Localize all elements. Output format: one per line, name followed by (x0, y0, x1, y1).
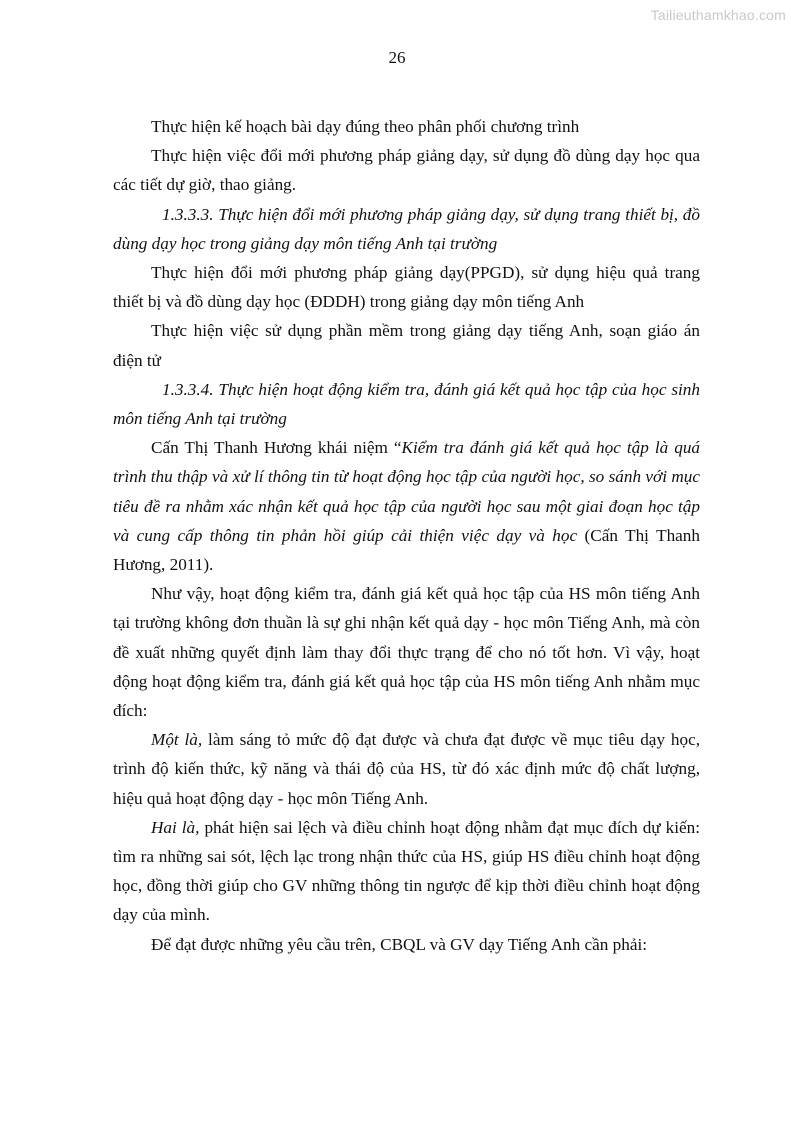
paragraph: Như vậy, hoạt động kiểm tra, đánh giá kết quả học tập của HS môn tiếng Anh tại trường không đơn thuần là sự ghi nhận kết quả dạy - học môn Tiếng Anh, mà còn đề xuất những quyết định làm thay đổi thực trạng để cho nó tốt hơn. Vì vậy, hoạt động hoạt động kiểm tra, đánh giá kết quả học tập của HS môn tiếng Anh nhằm mục đích: (113, 584, 700, 721)
definition-citation: (Cấn Thị Thanh Hương, 2011). (113, 525, 700, 575)
point-text: làm sáng tỏ mức độ đạt được và chưa đạt được về mục tiêu dạy học, trình độ kiến thức, kỹ năng và thái độ của HS, từ đó xác định mức độ chất lượng, hiệu quả hoạt động dạy - học môn Tiếng Anh. (113, 730, 700, 808)
point-lead: Một là, (151, 730, 203, 750)
paragraph: Thực hiện việc sử dụng phần mềm trong giảng dạy tiếng Anh, soạn giáo án điện tử (113, 321, 700, 370)
paragraph-point-one (113, 725, 700, 813)
paragraph: Thực hiện việc đổi mới phương pháp giảng dạy, sử dụng đồ dùng dạy học qua các tiết dự giờ, thao giảng. (113, 146, 700, 195)
paragraph-definition (113, 433, 700, 579)
paragraph: Thực hiện kế hoạch bài dạy đúng theo phân phối chương trình (151, 117, 580, 136)
paragraph: Để đạt được những yêu cầu trên, CBQL và GV dạy Tiếng Anh cần phải: (151, 934, 647, 954)
section-heading: 1.3.3.4. Thực hiện hoạt động kiểm tra, đánh giá kết quả học tập của học sinh môn tiếng Anh tại trường (113, 379, 700, 429)
point-text: phát hiện sai lệch và điều chỉnh hoạt động nhằm đạt mục đích dự kiến: tìm ra những sai sót, lệch lạc trong nhận thức của HS, giúp HS điều chỉnh hoạt động học, đồng thời giúp cho GV những thông tin ngược để kịp thời điều chỉnh hoạt động dạy của mình. (113, 817, 700, 925)
paragraph-point-two (113, 813, 700, 930)
definition-intro: Cấn Thị Thanh Hương khái niệm “ (151, 438, 402, 458)
document-body (113, 112, 700, 959)
definition-quote: Kiểm tra đánh giá kết quả học tập là quá trình thu thập và xử lí thông tin từ hoạt động học tập của người học, so sánh với mục tiêu đề ra nhằm xác nhận kết quả học tập của người học sau một giai đoạn học tập và cung cấp thông tin phản hồi giúp cải thiện việc dạy và học (113, 438, 701, 545)
watermark: Tailieuthamkhao.com (650, 7, 786, 23)
paragraph: Thực hiện đổi mới phương pháp giảng dạy(PPGD), sử dụng hiệu quả trang thiết bị và đồ dùng dạy học (ĐDDH) trong giảng dạy môn tiếng Anh (113, 263, 700, 312)
page-number: 26 (388, 48, 406, 67)
section-heading: 1.3.3.3. Thực hiện đổi mới phương pháp giảng dạy, sử dụng trang thiết bị, đồ dùng dạy học trong giảng dạy môn tiếng Anh tại trường (113, 204, 700, 253)
point-lead: Hai là, (151, 817, 200, 837)
